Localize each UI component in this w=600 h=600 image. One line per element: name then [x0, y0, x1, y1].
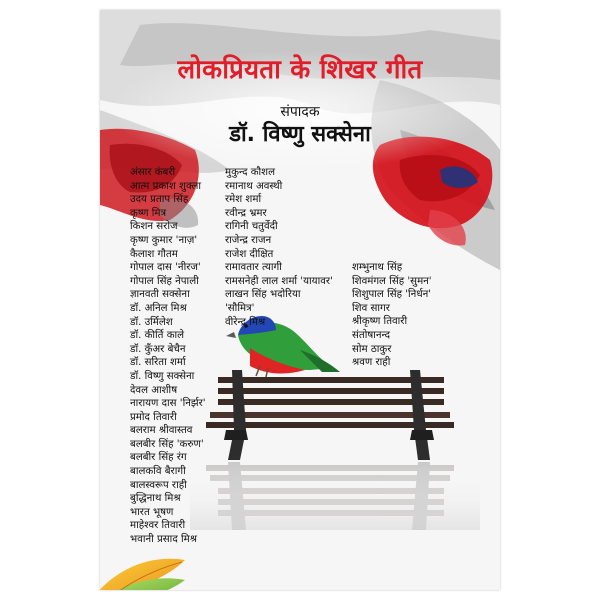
poet-name: श्रवण राही	[352, 357, 391, 369]
poet-name: 'सौमित्र'	[225, 302, 255, 314]
poet-name: शम्भुनाथ सिंह	[352, 262, 403, 273]
poet-name: वीरेन्द्र मिश्र	[225, 316, 266, 328]
poet-name: बलराम श्रीवास्तव	[130, 425, 193, 437]
poet-name: डॉ. सरिता शर्मा	[130, 357, 186, 369]
poet-name: बालस्वरूप राही	[130, 479, 187, 491]
poet-name: राजेश दीक्षित	[225, 248, 274, 260]
poet-name: संतोषानन्द	[352, 329, 391, 341]
poet-list-column-1	[130, 166, 206, 547]
poet-name: बुद्धिनाथ मिश्र	[130, 493, 181, 505]
poet-name: किशन सरोज	[130, 221, 178, 233]
poet-name: प्रमोद तिवारी	[130, 411, 177, 423]
poet-name: शिशुपाल सिंह 'निर्धन'	[352, 289, 432, 301]
poet-name: लाखन सिंह भदोरिया	[225, 289, 301, 301]
poet-list-column-2	[225, 166, 333, 329]
poet-name: बालकवि बैरागी	[130, 466, 186, 478]
poet-name: राजेन्द्र राजन	[225, 234, 272, 246]
poet-name: श्रीकृष्ण तिवारी	[352, 316, 408, 328]
poet-name: गोपाल दास 'नीरज'	[130, 262, 201, 274]
poet-list-column-3	[352, 261, 432, 370]
poet-name: देवल आशीष	[130, 384, 178, 396]
editor-name: डॉ. विष्णु सक्सेना	[229, 122, 371, 147]
poet-name: ज्ञानवती सक्सेना	[130, 289, 190, 301]
book-title: लोकप्रियता के शिखर गीत	[177, 55, 423, 85]
poet-name: रागिनी चतुर्वेदी	[225, 221, 278, 233]
poet-name: सोम ठाकुर	[352, 343, 392, 355]
book-cover	[100, 10, 500, 590]
poet-name: नारायण दास 'निर्झर'	[130, 398, 206, 410]
poet-name: रवीन्द्र भ्रमर	[225, 207, 267, 219]
poet-name: कृष्ण कुमार 'नाज़'	[130, 234, 198, 246]
poet-name: बलबीर सिंह रंग	[130, 452, 187, 464]
poet-name: शिवमंगल सिंह 'सुमन'	[352, 275, 432, 287]
poet-name: उदय प्रताप सिंह	[130, 194, 189, 206]
poet-name: डॉ. अनिल मिश्र	[130, 302, 187, 314]
poet-name: शिव सागर	[352, 302, 390, 314]
poet-name: डॉ. कीर्ति काले	[130, 330, 185, 342]
poet-name: अंसार कंबरी	[130, 167, 176, 178]
poet-name: आत्म प्रकाश शुक्ला	[130, 180, 202, 192]
poet-name: बलबीर सिंह 'करुण'	[130, 438, 204, 450]
poet-name: भवानी प्रसाद मिश्र	[130, 534, 197, 546]
poet-name: डॉ. विष्णु सक्सेना	[130, 370, 195, 382]
poet-name: माहेश्वर तिवारी	[130, 520, 186, 532]
poet-name: रमेश शर्मा	[225, 194, 262, 206]
poet-name: भारत भूषण	[130, 506, 174, 518]
poet-name: कृष्ण मित्र	[130, 207, 167, 219]
poet-name: रामसनेही लाल शर्मा 'यायावर'	[225, 275, 333, 287]
poet-name: रमानाथ अवस्थी	[225, 180, 283, 192]
poet-name: डॉ. उर्मिलेश	[130, 316, 173, 328]
poet-name: मुकुन्द कौशल	[225, 167, 276, 178]
poet-name: रामावतार त्यागी	[225, 262, 282, 274]
poet-name: कैलाश गौतम	[130, 248, 178, 260]
editor-label: संपादक	[280, 104, 320, 120]
poet-name: डॉ. कुँअर बेचैन	[130, 343, 186, 355]
poet-name: गोपाल सिंह नेपाली	[130, 275, 199, 287]
